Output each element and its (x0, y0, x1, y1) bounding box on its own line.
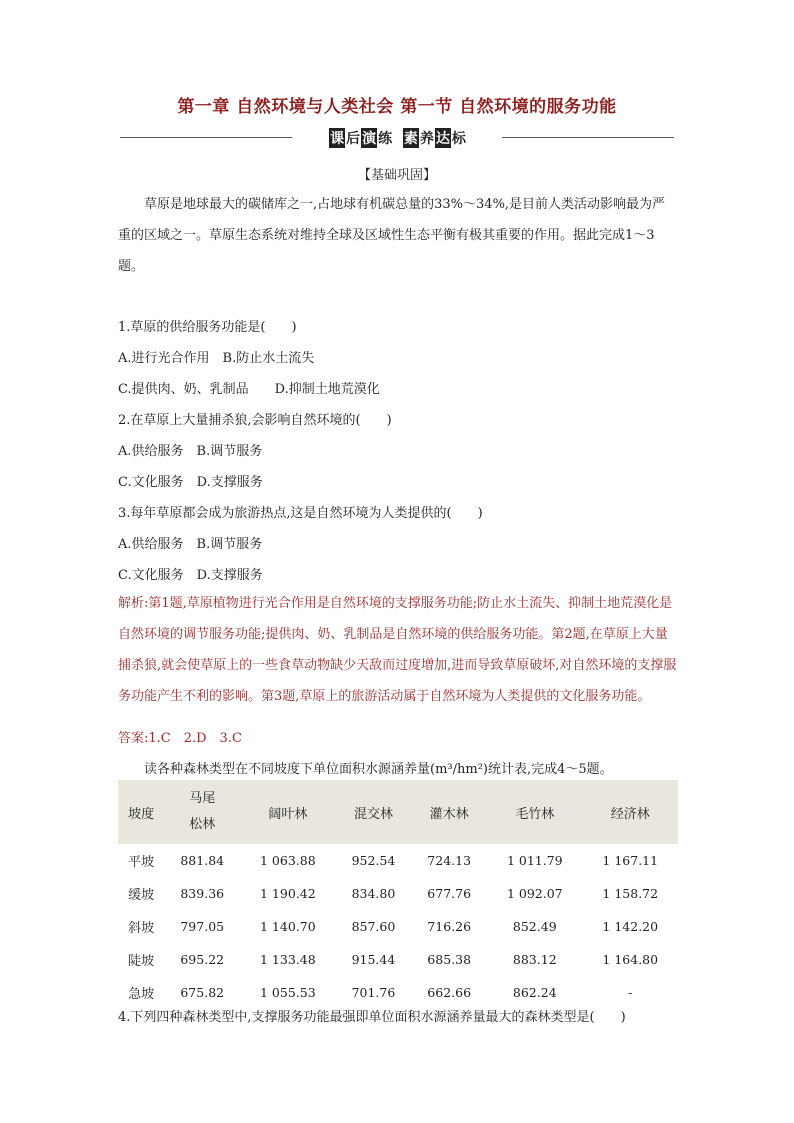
header-bamboo: 毛竹林 (487, 780, 582, 844)
question-4-stem: 4.下列四种森林类型中,支撑服务功能最强即单位面积水源涵养量最大的森林类型是( ) (118, 1010, 626, 1025)
question-2-stem: 2.在草原上大量捕杀狼,会影响自然环境的( ) (118, 413, 392, 428)
banner-char: 标 (451, 131, 466, 147)
question-2-options-cd: C.文化服务 D.支撑服务 (118, 475, 263, 490)
question-3-options-ab: A.供给服务 B.调节服务 (118, 537, 263, 552)
intro-paragraph: 草原是地球最大的碳储库之一,占地球有机碳总量的33%～34%,是目前人类活动影响最为严重的区域之一。草原生态系统对维持全球及区域性生态平衡有极其重要的作用。据此完成1～3题。 (118, 197, 666, 274)
question-2-options-ab: A.供给服务 B.调节服务 (118, 444, 263, 459)
table-cell: 881.84 (180, 853, 225, 868)
table-cell: 695.22 (180, 952, 225, 967)
table-cell: 缓坡 (128, 888, 155, 903)
banner-char: 练 (378, 131, 393, 147)
header-economic: 经济林 (583, 780, 678, 844)
table-row (118, 910, 678, 943)
table-cell: 852.49 (512, 919, 557, 934)
header-mixed: 混交林 (336, 780, 412, 844)
table-cell: 1 133.48 (260, 952, 316, 967)
question-1-options-cd: C.提供肉、奶、乳制品 D.抑制土地荒漠化 (118, 382, 380, 397)
table-row (118, 943, 678, 976)
table-cell: 1 063.88 (260, 853, 316, 868)
table-cell: 675.82 (180, 985, 225, 1000)
table-cell: 677.76 (427, 886, 472, 901)
water-conservation-table (118, 780, 678, 1009)
table-cell: 斜坡 (128, 921, 155, 936)
table-cell: 797.05 (180, 919, 225, 934)
table-cell: 716.26 (427, 919, 472, 934)
banner-char: 养 (419, 131, 434, 147)
banner-box: 课 (329, 128, 345, 148)
analysis-paragraph: 解析:第1题,草原植物进行光合作用是自然环境的支撑服务功能;防止水土流失、抑制土地荒漠化是自然环境的调节服务功能;提供肉、奶、乳制品是自然环境的供给服务功能。第2题,在草原上大量捕杀狼,就会使草原上的一些食草动物缺少天敌而过度增加,进而导致草原破坏,对自然环境的支撑服务功能产生不利的影响。第3题,草原上的旅游活动属于自然环境为人类提供的文化服务功能。 (118, 596, 677, 704)
header-shrub: 灌木林 (411, 780, 487, 844)
banner-box: 素 (403, 128, 419, 148)
table-cell: 1 190.42 (260, 886, 316, 901)
question-1-stem: 1.草原的供给服务功能是( ) (118, 320, 297, 335)
table-cell: 883.12 (512, 952, 557, 967)
table-cell: 685.38 (427, 952, 472, 967)
table-cell: 1 140.70 (260, 919, 316, 934)
banner-rule-left (120, 137, 292, 138)
table-cell: 834.80 (351, 886, 396, 901)
table-cell: 952.54 (351, 853, 396, 868)
table-cell: 862.24 (512, 985, 557, 1000)
table-cell: 1 011.79 (506, 853, 563, 868)
banner-box: 达 (435, 128, 451, 148)
table-cell: 857.60 (351, 919, 396, 934)
banner (120, 128, 674, 146)
header-masson-pine-line2: 松林 (189, 817, 216, 832)
question-3-stem: 3.每年草原都会成为旅游热点,这是自然环境为人类提供的( ) (118, 506, 483, 521)
question-3-options-cd: C.文化服务 D.支撑服务 (118, 568, 263, 583)
table-intro: 读各种森林类型在不同坡度下单位面积水源涵养量(m³/hm²)统计表,完成4～5题。 (144, 762, 613, 777)
header-masson-pine (164, 780, 240, 844)
banner-rule-right (502, 137, 674, 138)
header-slope: 坡度 (118, 780, 164, 844)
table-cell: 1 158.72 (602, 886, 659, 901)
section-heading: 【基础巩固】 (357, 168, 436, 183)
header-broadleaf: 阔叶林 (240, 780, 335, 844)
table-cell: 1 055.53 (260, 985, 316, 1000)
table-row (118, 844, 678, 877)
chapter-title: 第一章 自然环境与人类社会 第一节 自然环境的服务功能 (177, 97, 617, 117)
table-cell: 839.36 (180, 886, 225, 901)
table-row (118, 877, 678, 910)
question-1-options-ab: A.进行光合作用 B.防止水土流失 (118, 351, 315, 366)
banner-char: 后 (346, 131, 361, 147)
banner-box: 演 (361, 128, 377, 148)
table-cell: 陡坡 (128, 954, 155, 969)
table-cell: 1 142.20 (602, 919, 659, 934)
table-cell: 701.76 (351, 985, 396, 1000)
table-row (118, 976, 678, 1009)
table-cell: 急坡 (128, 987, 155, 1002)
table-cell: 915.44 (351, 952, 396, 967)
table-cell: 1 167.11 (602, 853, 659, 868)
answer-line: 答案:1.C 2.D 3.C (118, 731, 242, 746)
table-cell: 662.66 (427, 985, 472, 1000)
header-masson-pine-line1: 马尾 (189, 791, 216, 806)
table-cell: 平坡 (128, 855, 155, 870)
table-header-row (118, 780, 678, 844)
table-cell: 1 092.07 (506, 886, 563, 901)
table-cell: 724.13 (427, 853, 472, 868)
table-cell: 1 164.80 (602, 952, 659, 967)
banner-text (306, 128, 488, 148)
table-cell: - (628, 985, 633, 1000)
